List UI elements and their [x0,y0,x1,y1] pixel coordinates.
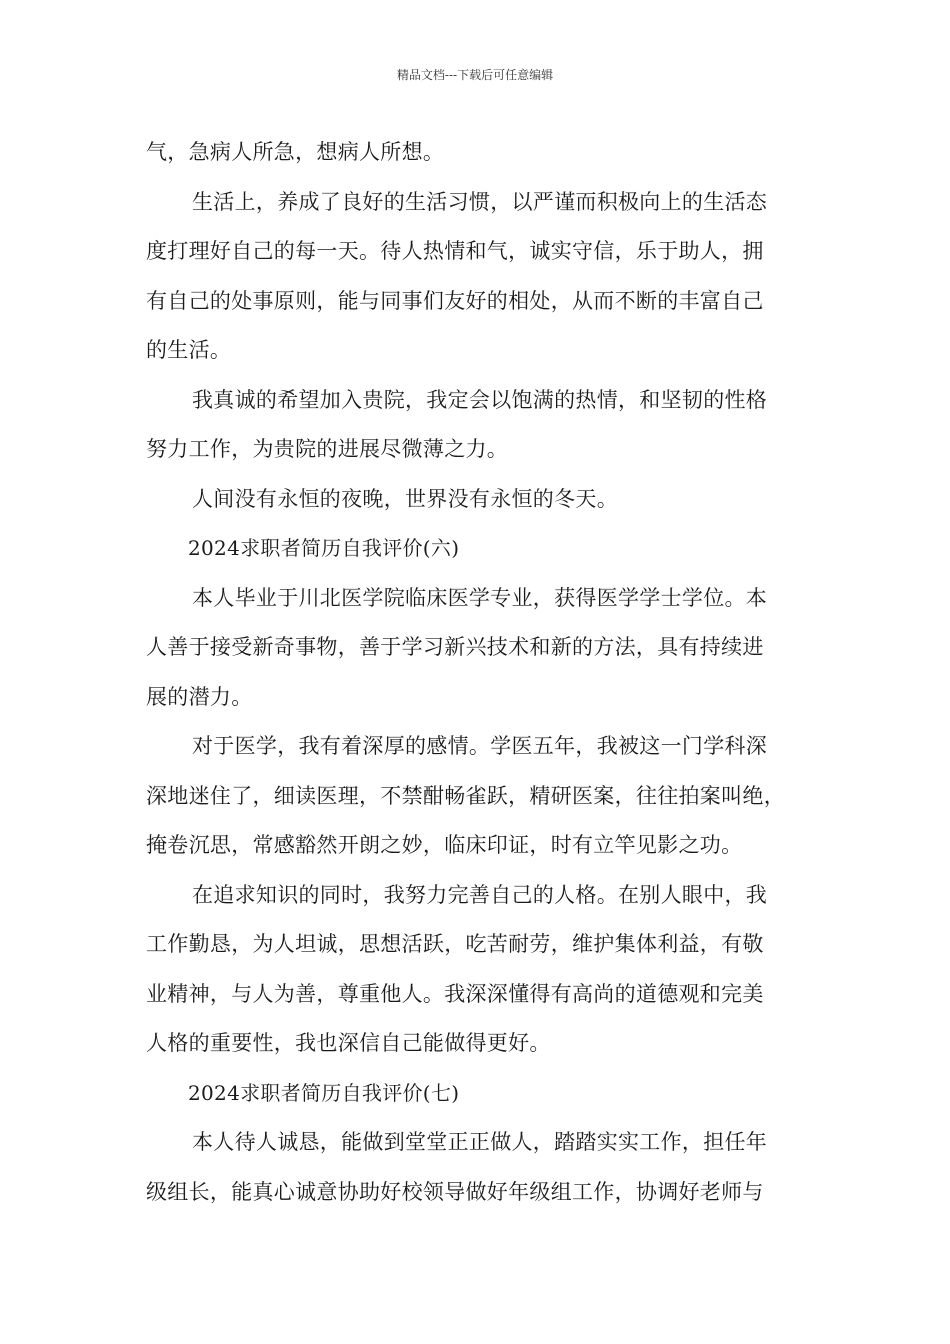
section-heading [146,1069,826,1119]
text-line: 努力工作，为贵院的进展尽微薄之力。 [146,437,509,461]
text-line: 工作勤恳，为人坦诚，思想活跃，吃苦耐劳，维护集体利益，有敬 [146,932,764,956]
document-body [146,128,826,1217]
paragraph [146,475,826,525]
paragraph [146,574,826,723]
text-line: 2024求职者简历自我评价(七) [188,1080,460,1105]
text-line: 人间没有永恒的夜晚，世界没有永恒的冬天。 [192,486,618,511]
text-line: 深地迷住了，细读医理，不禁酣畅雀跃，精研医案，往往拍案叫绝， [146,783,785,808]
paragraph [146,178,826,376]
text-line: 度打理好自己的每一天。待人热情和气，诚实守信，乐于助人，拥 [146,239,764,263]
text-line: 级组长，能真心诚意协助好校领导做好年级组工作，协调好老师与 [146,1179,764,1204]
paragraph [146,722,826,871]
text-line: 生活上，养成了良好的生活习惯，以严谨而积极向上的生活态 [192,189,768,214]
text-line: 我真诚的希望加入贵院，我定会以饱满的热情，和坚韧的性格 [192,387,768,412]
text-line: 人格的重要性，我也深信自己能做得更好。 [146,1031,551,1055]
text-line: 本人毕业于川北医学院临床医学专业，获得医学学士学位。本 [192,585,768,610]
text-line: 有自己的处事原则，能与同事们友好的相处，从而不断的丰富自己 [146,288,764,313]
text-line: 在追求知识的同时，我努力完善自己的人格。在别人眼中，我 [192,882,768,907]
paragraph [146,1118,826,1217]
paragraph [146,871,826,1069]
section-heading [146,524,826,574]
text-line: 人善于接受新奇事物，善于学习新兴技术和新的方法，具有持续进 [146,635,764,659]
text-line: 业精神，与人为善，尊重他人。我深深懂得有高尚的道德观和完美 [146,981,764,1006]
text-line: 对于医学，我有着深厚的感情。学医五年，我被这一门学科深 [192,734,768,758]
text-line: 展的潜力。 [146,684,253,709]
paragraph [146,376,826,475]
page-header: 精品文档---下载后可任意编辑 [396,68,554,82]
text-line: 气，急病人所急，想病人所想。 [146,140,445,164]
text-line: 的生活。 [146,338,232,362]
text-line: 本人待人诚恳，能做到堂堂正正做人，踏踏实实工作，担任年 [192,1130,768,1154]
text-line: 2024求职者简历自我评价(六) [188,536,460,560]
paragraph [146,128,826,178]
text-line: 掩卷沉思，常感豁然开朗之妙，临床印证，时有立竿见影之功。 [146,833,743,857]
